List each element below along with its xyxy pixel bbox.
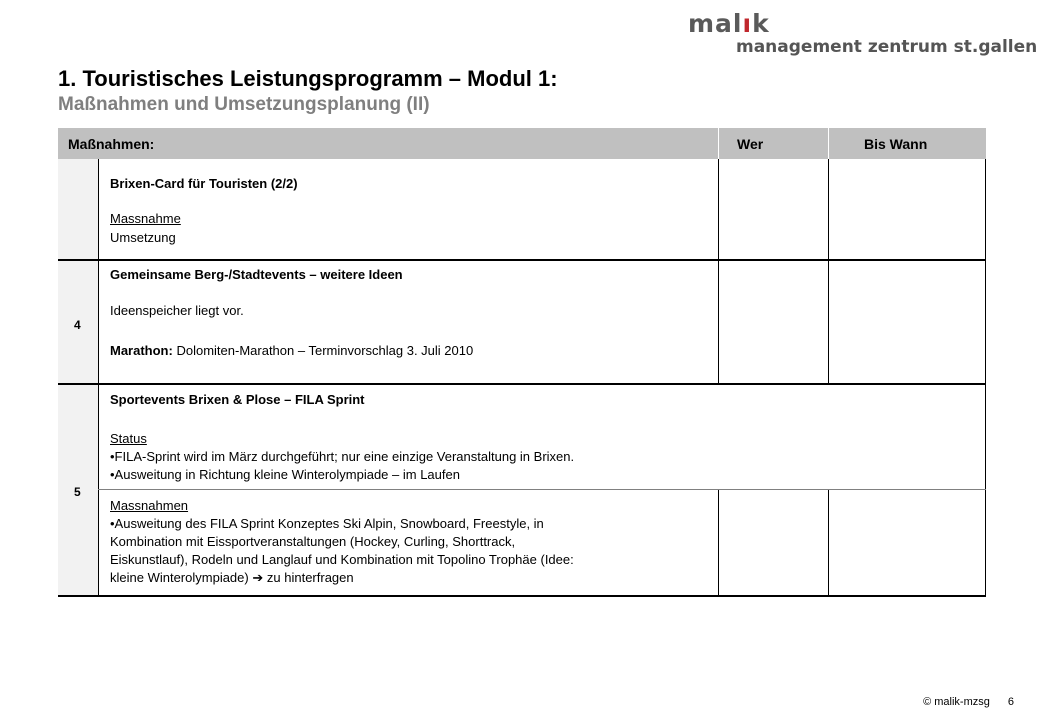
row3-title: Sportevents Brixen & Plose – FILA Sprint: [110, 392, 365, 407]
page-subtitle: Maßnahmen und Umsetzungsplanung (II): [58, 94, 430, 115]
footer: [923, 696, 1014, 708]
row-divider: [58, 383, 986, 385]
row3-measures-label: Massnahmen: [110, 498, 189, 513]
row3-status-1: •FILA-Sprint wird im März durchgeführt; nur eine einzige Veranstaltung in Brixen.: [110, 449, 575, 464]
row1-label: Massnahme: [110, 211, 181, 226]
arrow-icon: ➔: [252, 570, 264, 585]
row2-title: Gemeinsame Berg-/Stadtevents – weitere Ideen: [110, 267, 403, 282]
page-title: 1. Touristisches Leistungsprogramm – Modul 1:: [58, 66, 558, 91]
number-column: [58, 159, 98, 596]
col-divider: [828, 159, 829, 261]
header-divider: [828, 128, 829, 159]
col-divider: [828, 490, 829, 596]
row3-status-label: Status: [110, 431, 147, 446]
col-divider: [718, 490, 719, 596]
row1-text: Umsetzung: [110, 230, 176, 245]
table-bottom-border: [58, 595, 986, 597]
col-divider: [98, 159, 99, 596]
col-divider: [718, 159, 719, 261]
row3-measures-line1: •Ausweitung des FILA Sprint Konzeptes Ski Alpin, Snowboard, Freestyle, in: [110, 516, 544, 531]
header-measures: Maßnahmen:: [68, 136, 155, 152]
header-who: Wer: [737, 136, 764, 152]
table-header: [58, 128, 986, 159]
col-divider: [828, 261, 829, 385]
row-divider: [58, 259, 986, 261]
row3-measures-line3: Eiskunstlauf), Rodeln und Langlauf und Kombination mit Topolino Trophäe (Idee:: [110, 552, 574, 567]
logo-tagline: management zentrum st.gallen: [736, 37, 1038, 57]
header-divider: [718, 128, 719, 159]
page-number: 6: [1007, 696, 1014, 708]
row3-number: 5: [74, 485, 81, 499]
header-until: Bis Wann: [864, 136, 928, 152]
row3-measures-line2: Kombination mit Eissportveranstaltungen (Hockey, Curling, Shorttrack,: [110, 534, 516, 549]
row2-text: Ideenspeicher liegt vor.: [110, 303, 244, 318]
row2-marathon: Marathon: Dolomiten-Marathon – Terminvorschlag 3. Juli 2010: [110, 343, 474, 358]
table-right-border: [985, 159, 986, 596]
row3-measures-line4: kleine Winterolympiade) ➔ zu hinterfragen: [110, 570, 354, 585]
row1-title: Brixen-Card für Touristen (2/2): [110, 176, 298, 191]
row-subdivider: [98, 489, 986, 490]
col-divider: [718, 261, 719, 385]
logo-wordmark: malık: [688, 9, 770, 38]
row2-number: 4: [74, 318, 81, 332]
row3-status-2: •Ausweitung in Richtung kleine Winterolympiade – im Laufen: [110, 467, 460, 482]
copyright: © malik-mzsg: [923, 696, 990, 708]
malik-logo: [688, 10, 770, 38]
